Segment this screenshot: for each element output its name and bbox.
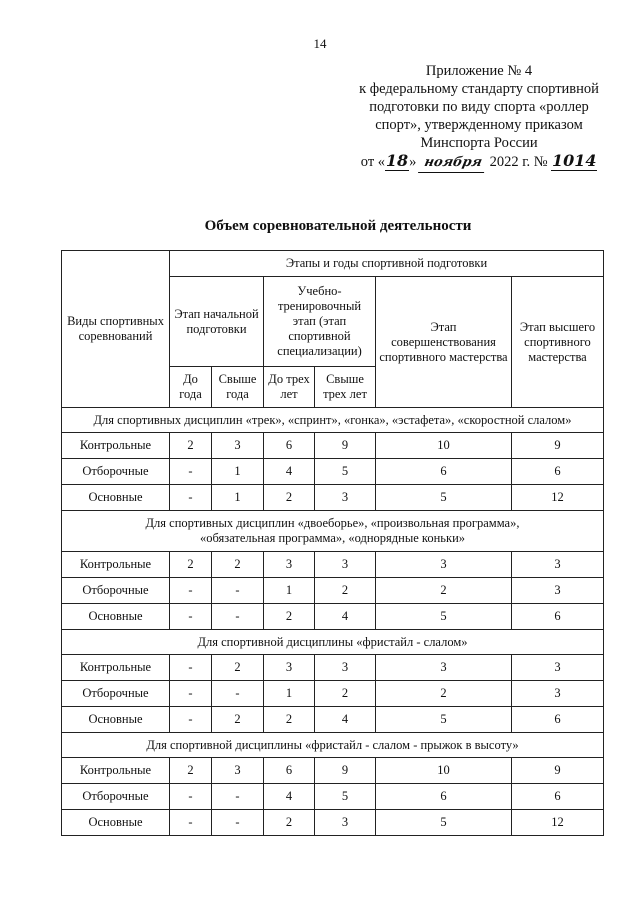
table-row [62,810,604,836]
subheader-over-year: Свыше года [212,367,264,408]
handwritten-order-number: 1014 [551,151,597,170]
cell-value: - [170,485,212,511]
cell-value: 5 [315,459,376,485]
group-title-line: «обязательная программа», «однорядные коньки» [199,531,466,545]
cell-value: 10 [376,758,512,784]
subheader-up-to-year: До года [170,367,212,408]
cell-value: - [170,578,212,604]
cell-value: - [212,604,264,630]
col-header-initial-stage: Этап начальной подготовки [170,277,264,367]
cell-value: 1 [212,485,264,511]
cell-value: 9 [512,758,604,784]
cell-value: 3 [512,655,604,681]
cell-value: 2 [376,578,512,604]
cell-value: 3 [512,578,604,604]
col-header-higher-stage: Этап высшего спортивного мастерства [512,277,604,408]
row-label: Отборочные [62,784,170,810]
cell-value: 1 [264,578,315,604]
table-row [62,604,604,630]
cell-value: 3 [376,655,512,681]
col-header-improvement-stage: Этап совершенствования спортивного мастерства [376,277,512,408]
cell-value: 3 [315,655,376,681]
cell-value: 6 [512,707,604,733]
col-header-kinds: Виды спортивных соревнований [62,251,170,408]
discipline-group-title [62,630,604,655]
cell-value: 6 [512,784,604,810]
cell-value: 4 [264,784,315,810]
row-label: Контрольные [62,552,170,578]
header-line: спорт», утвержденному приказом [375,117,583,133]
cell-value: 3 [264,552,315,578]
row-label: Контрольные [62,655,170,681]
appendix-header [340,62,618,173]
cell-value: 3 [512,552,604,578]
cell-value: - [212,681,264,707]
cell-value: 2 [315,578,376,604]
cell-value: 4 [264,459,315,485]
cell-value: 5 [376,604,512,630]
row-label: Основные [62,604,170,630]
discipline-group-title [62,733,604,758]
cell-value: 6 [512,459,604,485]
subheader-up-to-three-years: До трех лет [264,367,315,408]
cell-value: 5 [376,810,512,836]
row-label: Контрольные [62,758,170,784]
cell-value: - [170,655,212,681]
row-label: Отборочные [62,578,170,604]
cell-value: 3 [315,810,376,836]
cell-value: 2 [264,810,315,836]
cell-value: - [212,578,264,604]
document-title: Объем соревновательной деятельности [204,218,472,234]
table-row [62,578,604,604]
cell-value: - [170,604,212,630]
cell-value: 9 [512,433,604,459]
cell-value: 2 [264,707,315,733]
row-label: Отборочные [62,459,170,485]
group-title-line: Для спортивных дисциплин «двоеборье», «произвольная программа», [145,516,520,530]
row-label: Контрольные [62,433,170,459]
cell-value: 2 [170,433,212,459]
cell-value: 2 [264,604,315,630]
handwritten-month: ноября [418,154,488,173]
cell-value: - [170,784,212,810]
cell-value: 2 [212,707,264,733]
cell-value: 2 [376,681,512,707]
cell-value: 4 [315,707,376,733]
cell-value: 2 [212,552,264,578]
cell-value: 12 [512,485,604,511]
cell-value: 5 [315,784,376,810]
row-label: Основные [62,485,170,511]
discipline-group-title [62,511,604,552]
cell-value: 6 [264,433,315,459]
handwritten-day: 18 [385,151,409,170]
cell-value: 5 [376,485,512,511]
table-row [62,707,604,733]
cell-value: - [170,707,212,733]
subheader-over-three-years: Свыше трех лет [315,367,376,408]
col-header-stages: Этапы и годы спортивной подготовки [170,251,604,277]
cell-value: 1 [212,459,264,485]
order-mid: » [409,154,417,170]
cell-value: 3 [212,758,264,784]
table-row [62,784,604,810]
header-line: к федеральному стандарту спортивной [359,81,599,97]
order-year: 2022 г. № [489,154,548,170]
order-line [340,152,618,173]
cell-value: - [212,784,264,810]
cell-value: 3 [512,681,604,707]
competition-volume-table [61,250,604,836]
cell-value: 2 [170,758,212,784]
cell-value: 2 [315,681,376,707]
cell-value: 12 [512,810,604,836]
cell-value: 3 [264,655,315,681]
cell-value: 6 [376,459,512,485]
table-row [62,459,604,485]
cell-value: 6 [512,604,604,630]
cell-value: - [170,810,212,836]
col-header-training-stage: Учебно-тренировочный этап (этап спортивной специализации) [264,277,376,367]
group-title-line: Для спортивных дисциплин «трек», «спринт», «гонка», «эстафета», «скоростной слалом» [93,412,572,427]
cell-value: 3 [376,552,512,578]
row-label: Основные [62,707,170,733]
cell-value: 6 [376,784,512,810]
cell-value: 6 [264,758,315,784]
cell-value: 3 [315,552,376,578]
table-row [62,681,604,707]
table-row [62,433,604,459]
cell-value: 3 [212,433,264,459]
header-line: Минспорта России [420,135,538,151]
cell-value: 2 [170,552,212,578]
cell-value: - [212,810,264,836]
cell-value: 9 [315,433,376,459]
cell-value: 5 [376,707,512,733]
row-label: Основные [62,810,170,836]
group-title-line: Для спортивной дисциплины «фристайл - слалом» [197,634,468,649]
cell-value: 1 [264,681,315,707]
cell-value: - [170,459,212,485]
cell-value: 9 [315,758,376,784]
cell-value: 4 [315,604,376,630]
row-label: Отборочные [62,681,170,707]
cell-value: - [170,681,212,707]
page-number: 14 [313,36,327,51]
cell-value: 3 [315,485,376,511]
cell-value: 2 [264,485,315,511]
table-row [62,758,604,784]
cell-value: 10 [376,433,512,459]
group-title-line: Для спортивной дисциплины «фристайл - слалом - прыжок в высоту» [146,737,519,752]
table-row [62,552,604,578]
discipline-group-title [62,408,604,433]
table-row [62,485,604,511]
table-row [62,655,604,681]
header-line: подготовки по виду спорта «роллер [369,99,589,115]
cell-value: 2 [212,655,264,681]
order-prefix: от « [360,154,386,170]
appendix-title: Приложение № 4 [425,63,533,79]
